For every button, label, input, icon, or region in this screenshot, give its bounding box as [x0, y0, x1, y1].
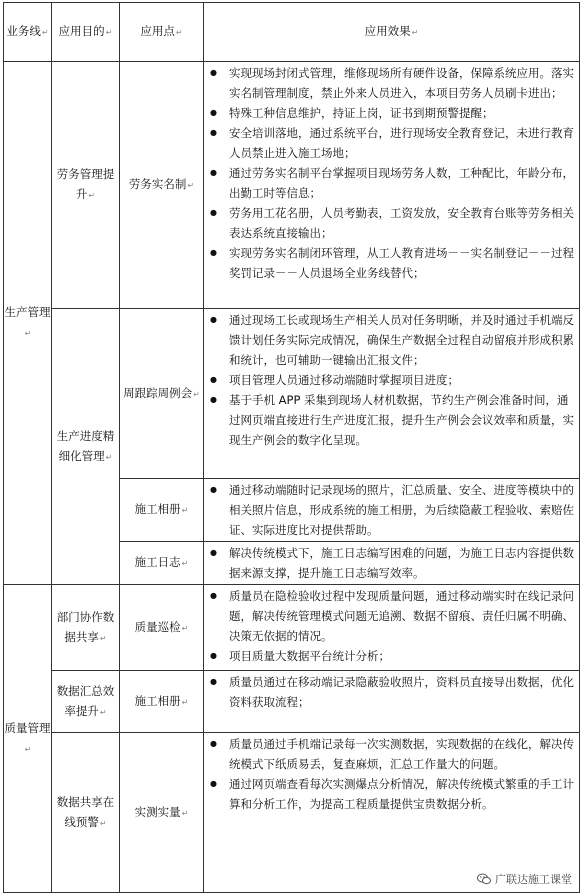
watermark-text: 广联达施工课堂 — [495, 874, 572, 886]
effect-item: ● 通过现场工长或现场生产相关人员对任务明晰，并及时通过手机端反馈计划任务实际完成情况，确保生产数据全过程自动留痕并形成积累和统计，也可辅助一键输出汇报文件； — [207, 310, 575, 370]
purpose-cell: 劳务管理提升↵ — [52, 62, 120, 309]
point-cell: 周跟踪周例会↵ — [120, 309, 204, 479]
purpose-cell: 生产进度精细化管理↵ — [52, 309, 120, 585]
wechat-icon — [477, 873, 491, 885]
header-effect: 应用效果↵ — [204, 3, 580, 62]
effect-cell — [204, 671, 580, 733]
effect-item: ● 实现现场封闭式管理，维修现场所有硬件设备，保障系统应用。落实实名制管理制度，禁止外来人员进入，本项目劳务人员刷卡进出； — [207, 63, 575, 103]
business-line-cell: 质量管理↵ — [4, 585, 52, 893]
effect-item: ● 通过网页端查看每次实测爆点分析情况，解决传统模式繁重的手工计算和分析工作，为提高工程质量提供宝贵数据分析。 — [207, 774, 575, 814]
header-point: 应用点↵ — [120, 3, 204, 62]
table-row — [4, 309, 580, 479]
effect-item: ● 安全培训落地，通过系统平台，进行现场安全教育登记，未进行教育人员禁止进入施工场地； — [207, 123, 575, 163]
effect-cell — [204, 542, 580, 585]
header-business-line: 业务线↵ — [4, 3, 52, 62]
purpose-cell: 数据汇总效率提升↵ — [52, 671, 120, 733]
purpose-cell: 部门协作数据共享↵ — [52, 585, 120, 671]
application-table — [3, 2, 580, 893]
point-cell: 施工日志↵ — [120, 542, 204, 585]
effect-item: ● 项目质量大数据平台统计分析； — [207, 646, 575, 666]
header-purpose: 应用目的↵ — [52, 3, 120, 62]
effect-item: ● 质量员通过手机端记录每一次实测数据，实现数据的在线化，解决传统模式下纸质易丢，复查麻烦，汇总工作量大的问题。 — [207, 734, 575, 774]
effect-item: ● 解决传统模式下，施工日志编写困难的问题，为施工日志内容提供数据来源支撑，提升施工日志编写效率。 — [207, 543, 575, 583]
watermark — [477, 871, 572, 887]
effect-item: ● 特殊工种信息维护，持证上岗，证书到期预警提醒； — [207, 103, 575, 123]
point-cell: 施工相册↵ — [120, 671, 204, 733]
effect-item: ● 实现劳务实名制闭环管理，从工人教育进场－－实名制登记－－过程奖罚记录－－人员退场全业务线替代； — [207, 243, 575, 283]
point-cell: 实测实量↵ — [120, 733, 204, 893]
effect-item: ● 基于手机 APP 采集到现场人材机数据，节约生产例会准备时间，通过网页端直接进行生产进度汇报，提升生产例会会议效率和质量，实现生产例会的数字化呈现。 — [207, 390, 575, 450]
effect-item: ● 通过移动端随时记录现场的照片，汇总质量、安全、进度等模块中的相关照片信息，形成系统的施工相册，为后续隐蔽工程验收、索赔佐证、实际进度比对提供帮助。 — [207, 480, 575, 540]
effect-cell — [204, 585, 580, 671]
table-header-row — [4, 3, 580, 62]
table-row — [4, 62, 580, 309]
effect-cell — [204, 479, 580, 542]
point-cell: 施工相册↵ — [120, 479, 204, 542]
effect-cell — [204, 62, 580, 309]
effect-item: ● 质量员在隐检验收过程中发现质量问题，通过移动端实时在线记录问题，解决传统管理模式问题无追溯、数据不留痕、责任归属不明确、决策无依据的情况。 — [207, 586, 575, 646]
effect-cell — [204, 733, 580, 893]
table-row — [4, 733, 580, 893]
effect-cell — [204, 309, 580, 479]
effect-item: ● 劳务用工花名册，人员考勤表，工资发放，安全教育台账等劳务相关表达系统直接输出； — [207, 203, 575, 243]
point-cell: 劳务实名制↵ — [120, 62, 204, 309]
table-row — [4, 585, 580, 671]
effect-item: ● 质量员通过在移动端记录隐蔽验收照片，资料员直接导出数据，优化资料获取流程； — [207, 672, 575, 712]
effect-item: ● 通过劳务实名制平台掌握项目现场劳务人数，工种配比，年龄分布，出勤工时等信息； — [207, 163, 575, 203]
business-line-cell: 生产管理↵ — [4, 62, 52, 585]
point-cell: 质量巡检↵ — [120, 585, 204, 671]
purpose-cell: 数据共享在线预警↵ — [52, 733, 120, 893]
table-row — [4, 671, 580, 733]
effect-item: ● 项目管理人员通过移动端随时掌握项目进度； — [207, 370, 575, 390]
